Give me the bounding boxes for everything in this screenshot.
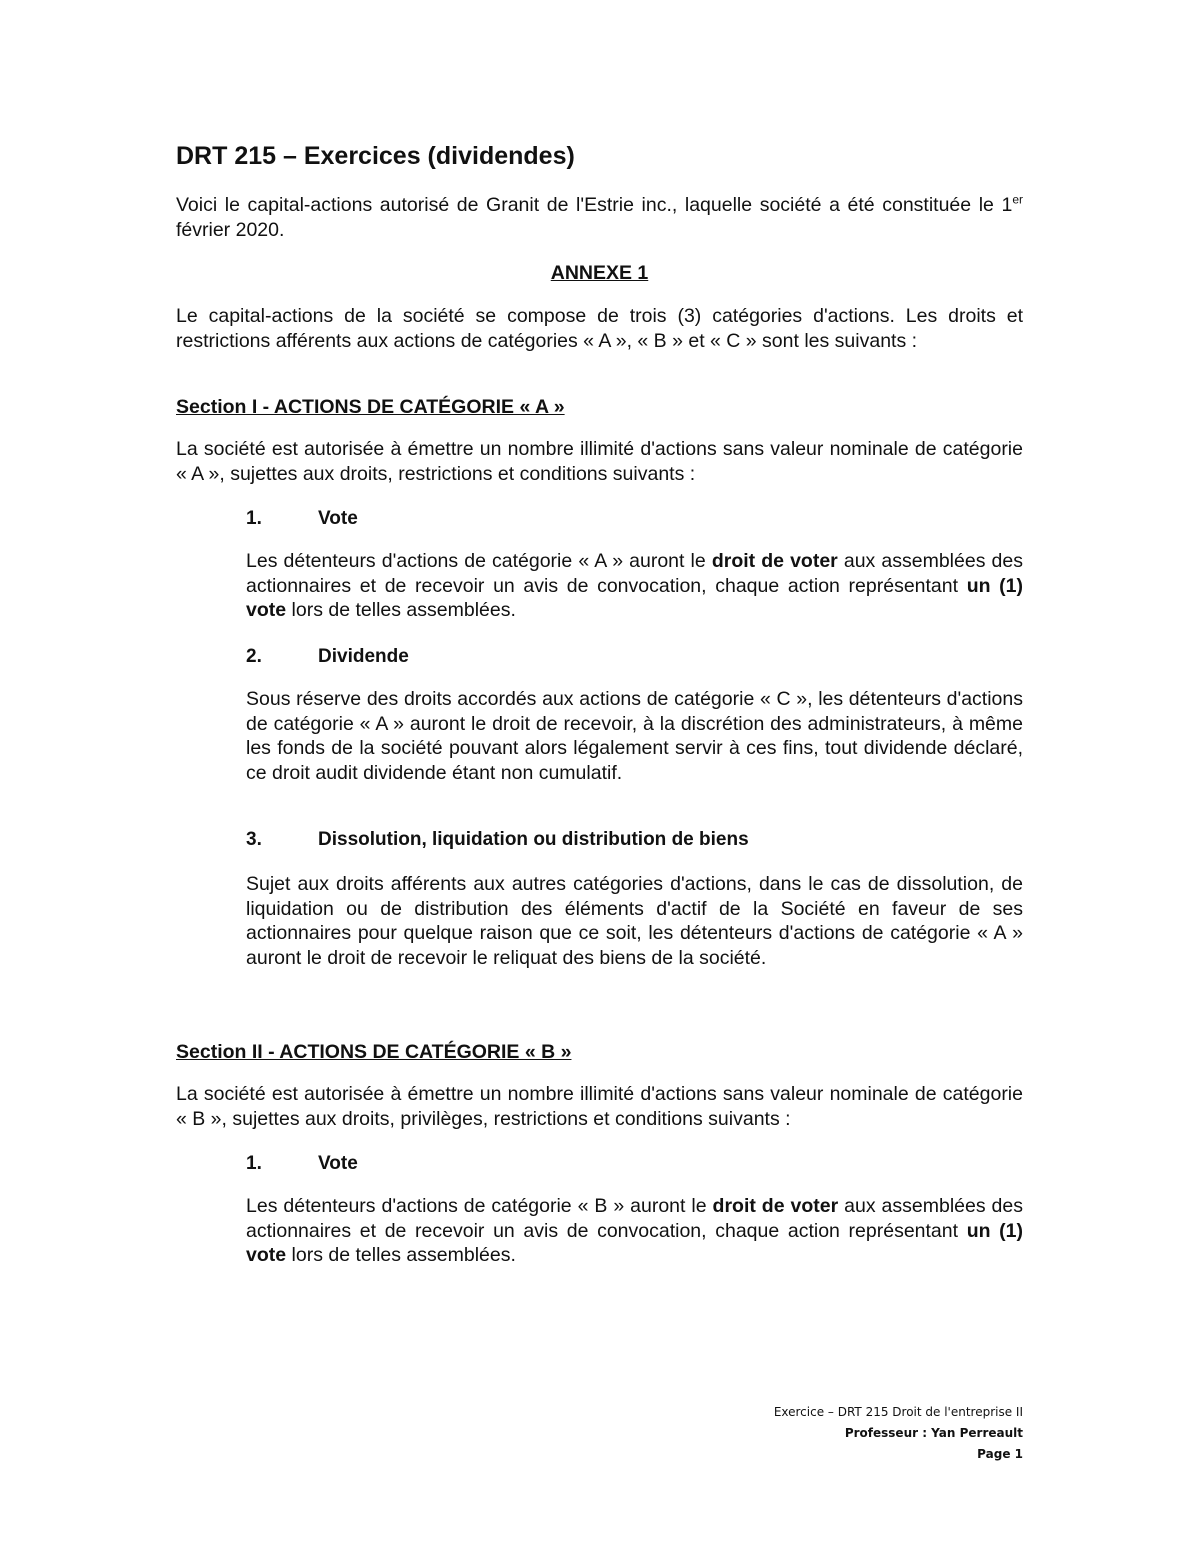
text-run: lors de telles assemblées.: [286, 1244, 516, 1266]
annexe-paragraph: Le capital-actions de la société se compose de trois (3) catégories d'actions. Les droits et restrictions afférents aux actions de catégories « A », « B » et « C » sont les suivants :: [176, 305, 1023, 352]
section2-heading: Section II - ACTIONS DE CATÉGORIE « B »: [176, 1041, 572, 1063]
text-run: Les détenteurs d'actions de catégorie « A » auront le: [246, 550, 712, 572]
section2-paragraph: La société est autorisée à émettre un nombre illimité d'actions sans valeur nominale de catégorie « B », sujettes aux droits, privilèges, restrictions et conditions suivants :: [176, 1083, 1023, 1130]
section2-item1-text: [246, 1194, 1023, 1268]
section1-item3-heading: [246, 829, 749, 851]
intro-date-text: février 2020.: [176, 218, 285, 241]
section2-item1-heading: [246, 1153, 358, 1175]
item-number: 1.: [246, 508, 262, 529]
section1-heading: Section I - ACTIONS DE CATÉGORIE « A »: [176, 396, 565, 418]
intro-text: Voici le capital-actions autorisé de Granit de l'Estrie inc., laquelle société a été constituée le 1: [176, 194, 1013, 216]
item-title: Vote: [318, 508, 358, 529]
page-footer: [774, 1402, 1023, 1465]
text-run: lors de telles assemblées.: [286, 599, 516, 621]
section1-item1-heading: [246, 508, 358, 530]
item-number: 3.: [246, 829, 262, 850]
intro-paragraph: [176, 193, 1023, 242]
bold-run: droit de voter: [711, 550, 838, 572]
item-number: 1.: [246, 1153, 262, 1174]
item-title: Vote: [318, 1153, 358, 1174]
section1-paragraph: La société est autorisée à émettre un nombre illimité d'actions sans valeur nominale de catégorie « A », sujettes aux droits, restrictions et conditions suivants :: [176, 438, 1023, 485]
bold-run: un (1) vote: [246, 574, 1023, 621]
section1-item2-heading: [246, 646, 409, 668]
section1-item3-text: Sujet aux droits afférents aux autres catégories d'actions, dans le cas de dissolution, de liquidation ou de distribution des éléments d'actif de la Société en faveur de ses actionnaires pour quelque raison que ce soit, les détenteurs d'actions de catégorie « A » auront le droit de recevoir le reliquat des biens de la société.: [246, 873, 1023, 969]
item-title: Dissolution, liquidation ou distribution de biens: [318, 829, 749, 850]
text-run: aux assemblées des actionnaires et de recevoir un avis de convocation, chaque action représentant: [246, 1195, 1023, 1242]
bold-run: un (1) vote: [246, 1219, 1023, 1266]
annexe-heading: ANNEXE 1: [550, 262, 649, 284]
footer-course-line: Exercice – DRT 215 Droit de l'entreprise II: [773, 1405, 1023, 1419]
bold-run: droit de voter: [712, 1195, 839, 1217]
item-number: 2.: [246, 646, 262, 667]
document-title: DRT 215 – Exercices (dividendes): [176, 142, 575, 170]
footer-professor-line: Professeur : Yan Perreault: [844, 1426, 1023, 1440]
intro-superscript: er: [1012, 192, 1023, 207]
section1-item2-text: Sous réserve des droits accordés aux actions de catégorie « C », les détenteurs d'actions de catégorie « A » auront le droit de recevoir, à la discrétion des administrateurs, à même les fonds de la société pouvant alors légalement servir à ces fins, tout dividende déclaré, ce droit audit dividende étant non cumulatif.: [246, 688, 1023, 784]
footer-page-number: Page 1: [977, 1447, 1023, 1461]
text-run: Les détenteurs d'actions de catégorie « B » auront le: [246, 1195, 713, 1217]
section1-item1-text: [246, 549, 1023, 623]
text-run: aux assemblées des actionnaires et de recevoir un avis de convocation, chaque action représentant: [246, 550, 1023, 597]
item-title: Dividende: [318, 646, 409, 667]
